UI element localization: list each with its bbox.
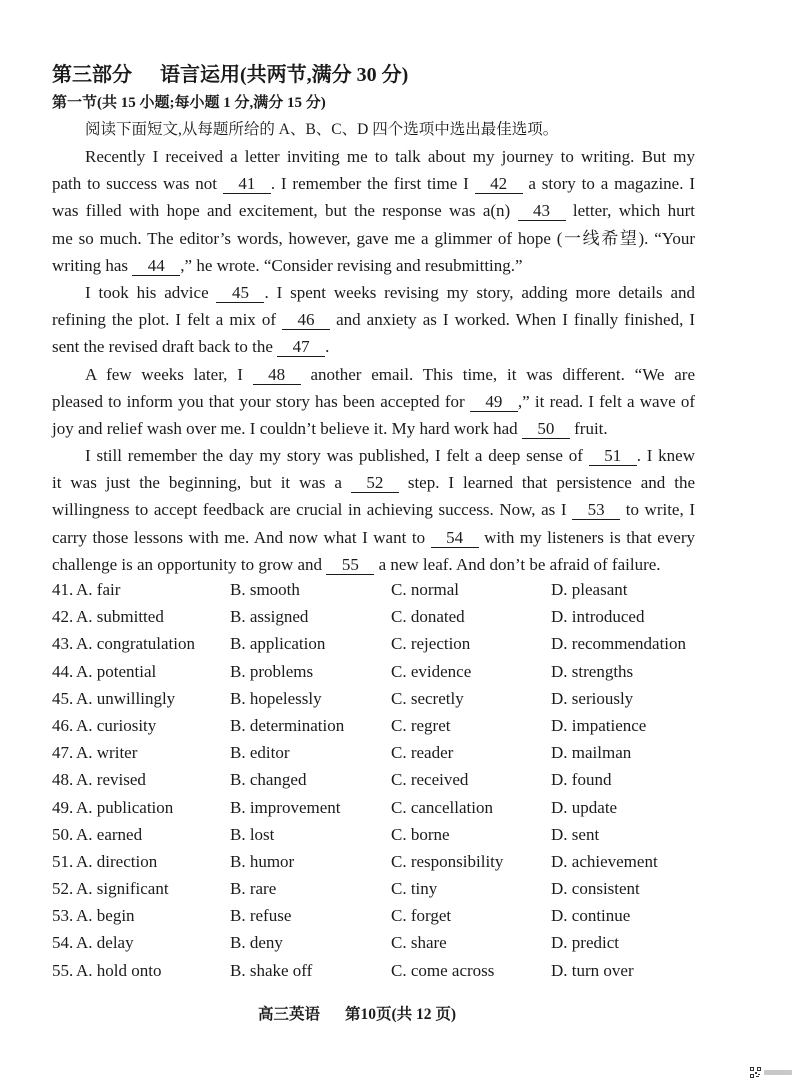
option-text: A. earned	[76, 824, 143, 844]
option-text: D. impatience	[551, 715, 647, 735]
option-cell	[52, 712, 156, 739]
question-number: 49.	[52, 797, 74, 817]
passage-text: sent the revised draft back to the	[52, 337, 278, 357]
passage-line	[52, 388, 695, 415]
option-cell	[52, 848, 157, 875]
question-number: 53.	[52, 906, 74, 926]
option-cell	[230, 658, 313, 685]
question-row	[52, 848, 752, 875]
option-cell	[551, 685, 633, 712]
question-number: 46.	[52, 715, 74, 735]
passage-text: it was just the beginning, but it was a	[52, 473, 351, 493]
option-cell	[52, 685, 175, 712]
option-text: A. significant	[76, 879, 169, 899]
option-cell	[230, 685, 322, 712]
option-text: A. unwillingly	[76, 688, 176, 708]
option-text: C. rejection	[391, 634, 471, 654]
option-text: B. changed	[230, 770, 307, 790]
question-number: 44.	[52, 661, 74, 681]
option-cell	[551, 902, 630, 929]
passage-text: me so much. The editor’s words, however, gave me a glimmer of hope (一线希望). “Your	[52, 228, 695, 248]
cloze-passage	[52, 143, 695, 578]
option-cell	[230, 576, 300, 603]
option-text: A. hold onto	[76, 960, 162, 980]
option-cell	[52, 630, 195, 657]
option-cell	[230, 766, 306, 793]
question-row	[52, 603, 752, 630]
option-text: B. determination	[230, 715, 345, 735]
option-cell	[230, 902, 291, 929]
option-text: B. application	[230, 634, 326, 654]
answer-options-list	[52, 576, 752, 984]
option-text: D. consistent	[551, 879, 640, 899]
passage-text: . I spent weeks revising my story, adding more details and	[264, 282, 695, 302]
passage-line	[52, 197, 695, 224]
option-text: B. deny	[230, 933, 283, 953]
passage-paragraph	[52, 361, 695, 443]
option-cell	[551, 957, 634, 984]
passage-text: refining the plot. I felt a mix of	[52, 310, 283, 330]
option-cell	[52, 957, 161, 984]
option-cell	[230, 603, 308, 630]
section-part-label: 第三部分	[52, 64, 132, 86]
option-text: A. potential	[76, 661, 157, 681]
blank-43: 43	[518, 202, 566, 221]
option-cell	[52, 658, 156, 685]
passage-text: .	[325, 337, 330, 357]
question-number: 41.	[52, 580, 74, 599]
passage-line	[52, 496, 695, 523]
passage-line	[52, 361, 695, 388]
option-cell	[391, 712, 450, 739]
option-cell	[551, 630, 686, 657]
option-text: D. achievement	[551, 851, 658, 871]
question-row	[52, 766, 752, 793]
blank-54: 54	[431, 529, 479, 548]
question-number: 47.	[52, 743, 74, 763]
question-number: 52.	[52, 879, 74, 899]
option-text: D. seriously	[551, 688, 634, 708]
option-cell	[52, 739, 137, 766]
question-row	[52, 929, 752, 956]
option-text: C. regret	[391, 715, 451, 735]
option-text: A. submitted	[76, 607, 164, 627]
option-text: C. reader	[391, 743, 454, 763]
passage-text: challenge is an opportunity to grow and	[52, 554, 327, 574]
question-row	[52, 658, 752, 685]
option-cell	[52, 603, 164, 630]
option-text: B. assigned	[230, 607, 309, 627]
option-text: D. update	[551, 797, 618, 817]
option-cell	[230, 957, 312, 984]
option-cell	[391, 875, 437, 902]
question-row	[52, 739, 752, 766]
option-cell	[551, 712, 646, 739]
option-cell	[551, 658, 633, 685]
option-cell	[391, 902, 451, 929]
question-row	[52, 576, 752, 603]
option-text: B. hopelessly	[230, 688, 322, 708]
option-text: A. delay	[76, 933, 134, 953]
option-cell	[551, 848, 658, 875]
option-text: B. improvement	[230, 797, 341, 817]
passage-line	[52, 170, 695, 197]
blank-41: 41	[223, 175, 271, 194]
option-cell	[230, 875, 276, 902]
option-text: C. evidence	[391, 661, 472, 681]
option-text: B. rare	[230, 879, 277, 899]
passage-text: was filled with hope and excitement, but the response was a(n)	[52, 201, 518, 221]
option-text: C. normal	[391, 580, 459, 599]
question-number: 48.	[52, 770, 74, 790]
passage-text: A few weeks later, I	[85, 364, 253, 384]
blank-48: 48	[253, 366, 301, 385]
option-text: C. received	[391, 770, 469, 790]
blank-49: 49	[470, 393, 518, 412]
passage-line	[52, 143, 695, 170]
option-cell	[551, 929, 619, 956]
option-cell	[230, 821, 274, 848]
option-text: B. problems	[230, 661, 314, 681]
option-cell	[391, 929, 447, 956]
option-text: D. turn over	[551, 960, 634, 980]
option-text: A. revised	[76, 770, 146, 790]
option-cell	[230, 739, 290, 766]
passage-paragraph	[52, 279, 695, 361]
question-row	[52, 630, 752, 657]
passage-text: . I remember the first time I	[270, 174, 475, 194]
option-cell	[391, 685, 464, 712]
passage-line	[52, 279, 695, 306]
passage-text: to write, I	[620, 500, 695, 520]
option-cell	[52, 929, 134, 956]
question-number: 43.	[52, 634, 74, 654]
option-cell	[391, 658, 471, 685]
passage-text: Recently I received a letter inviting me to talk about my journey to writing. But my	[85, 147, 695, 166]
question-number: 45.	[52, 688, 74, 708]
blank-47: 47	[277, 338, 325, 357]
page-footer	[258, 1003, 456, 1027]
blank-44: 44	[132, 257, 180, 276]
option-cell	[52, 766, 146, 793]
option-cell	[551, 794, 617, 821]
blank-42: 42	[475, 175, 523, 194]
option-text: A. fair	[76, 580, 121, 599]
passage-line	[52, 415, 695, 442]
question-row	[52, 902, 752, 929]
blank-51: 51	[589, 447, 637, 466]
option-text: A. congratulation	[76, 634, 195, 654]
passage-text: writing has	[52, 255, 133, 275]
option-text: C. cancellation	[391, 797, 493, 817]
passage-text: . I knew	[636, 446, 695, 466]
passage-text: path to success was not	[52, 174, 223, 194]
footer-page-number: 第10页(共 12 页)	[345, 1006, 457, 1023]
option-cell	[230, 848, 294, 875]
option-text: C. secretly	[391, 688, 464, 708]
option-cell	[391, 576, 459, 603]
question-number: 54.	[52, 933, 74, 953]
passage-text: ,” it read. I felt a wave of	[517, 391, 695, 411]
passage-line	[52, 524, 695, 551]
instruction-text: 阅读下面短文,从每题所给的 A、B、C、D 四个选项中选出最佳选项。	[85, 121, 559, 138]
option-text: A. writer	[76, 743, 138, 763]
passage-line	[52, 333, 695, 360]
question-number: 50.	[52, 824, 74, 844]
option-cell	[230, 794, 340, 821]
question-row	[52, 685, 752, 712]
option-cell	[52, 902, 135, 929]
blank-52: 52	[351, 474, 399, 493]
option-cell	[391, 766, 468, 793]
option-text: B. shake off	[230, 960, 313, 980]
passage-text: carry those lessons with me. And now what I want to	[52, 527, 431, 547]
option-text: B. smooth	[230, 580, 300, 599]
question-row	[52, 821, 752, 848]
question-row	[52, 957, 752, 984]
section-main-title: 语言运用(共两节,满分 30 分)	[160, 64, 409, 86]
blank-45: 45	[216, 284, 264, 303]
option-cell	[551, 576, 627, 603]
option-cell	[551, 739, 631, 766]
blank-53: 53	[572, 501, 620, 520]
option-text: C. forget	[391, 906, 452, 926]
question-row	[52, 875, 752, 902]
question-number: 42.	[52, 607, 74, 627]
passage-text: ,” he wrote. “Consider revising and resubmitting.”	[180, 255, 523, 275]
option-cell	[230, 712, 344, 739]
passage-text: with my listeners is that every	[478, 527, 696, 547]
option-text: A. begin	[76, 906, 135, 926]
option-text: D. pleasant	[551, 580, 628, 599]
option-cell	[52, 875, 169, 902]
qr-code-icon	[750, 1067, 761, 1078]
passage-text: fruit.	[569, 418, 608, 438]
passage-line	[52, 442, 695, 469]
option-text: C. donated	[391, 607, 465, 627]
option-cell	[391, 739, 453, 766]
option-cell	[551, 821, 599, 848]
question-row	[52, 712, 752, 739]
watermark-label-mark	[764, 1070, 792, 1075]
passage-text: another email. This time, it was different. “We are	[300, 364, 695, 384]
passage-text: I took his advice	[85, 282, 217, 302]
option-cell	[391, 630, 470, 657]
passage-line	[52, 306, 695, 333]
passage-text: and anxiety as I worked. When I finally finished, I	[330, 310, 696, 330]
option-cell	[391, 957, 494, 984]
option-text: D. predict	[551, 933, 619, 953]
footer-subject: 高三英语	[258, 1006, 321, 1023]
question-number: 55.	[52, 960, 74, 980]
passage-text: step. I learned that persistence and the	[398, 473, 695, 493]
option-cell	[551, 766, 611, 793]
option-text: D. mailman	[551, 743, 632, 763]
option-cell	[52, 821, 142, 848]
passage-text: I still remember the day my story was published, I felt a deep sense of	[85, 446, 589, 466]
option-text: A. curiosity	[76, 715, 157, 735]
section-title	[52, 61, 408, 89]
blank-50: 50	[522, 420, 570, 439]
passage-line	[52, 252, 695, 279]
option-text: D. found	[551, 770, 612, 790]
option-text: B. refuse	[230, 906, 292, 926]
passage-text: a story to a magazine. I	[522, 174, 695, 194]
option-text: B. lost	[230, 824, 275, 844]
passage-line	[52, 469, 695, 496]
passage-text: willingness to accept feedback are crucial in achieving success. Now, as I	[52, 500, 573, 520]
question-number: 51.	[52, 851, 74, 871]
option-text: D. sent	[551, 824, 600, 844]
passage-line	[52, 551, 695, 578]
option-cell	[551, 875, 640, 902]
option-text: C. tiny	[391, 879, 438, 899]
option-cell	[52, 794, 173, 821]
passage-text: a new leaf. And don’t be afraid of failure.	[374, 554, 661, 574]
blank-55: 55	[326, 556, 374, 575]
passage-text: letter, which hurt	[565, 201, 696, 221]
option-text: D. strengths	[551, 661, 634, 681]
option-text: A. direction	[76, 851, 158, 871]
option-text: A. publication	[76, 797, 174, 817]
option-cell	[230, 630, 325, 657]
option-text: C. come across	[391, 960, 495, 980]
passage-line	[52, 225, 695, 252]
option-text: C. responsibility	[391, 851, 504, 871]
option-text: B. humor	[230, 851, 295, 871]
option-cell	[391, 794, 493, 821]
option-text: D. continue	[551, 906, 631, 926]
passage-paragraph	[52, 442, 695, 578]
option-cell	[391, 603, 465, 630]
option-text: D. recommendation	[551, 634, 687, 654]
option-text: C. share	[391, 933, 447, 953]
subsection-title: 第一节(共 15 小题;每小题 1 分,满分 15 分)	[52, 95, 326, 111]
passage-text: joy and relief wash over me. I couldn’t believe it. My hard work had	[52, 418, 522, 438]
question-row	[52, 794, 752, 821]
option-text: C. borne	[391, 824, 450, 844]
passage-paragraph	[52, 143, 695, 279]
option-cell	[391, 821, 450, 848]
option-text: B. editor	[230, 743, 290, 763]
option-cell	[551, 603, 644, 630]
option-cell	[52, 576, 120, 603]
passage-text: pleased to inform you that your story has been accepted for	[52, 391, 470, 411]
blank-46: 46	[282, 311, 330, 330]
option-cell	[230, 929, 283, 956]
option-cell	[391, 848, 503, 875]
option-text: D. introduced	[551, 607, 645, 627]
